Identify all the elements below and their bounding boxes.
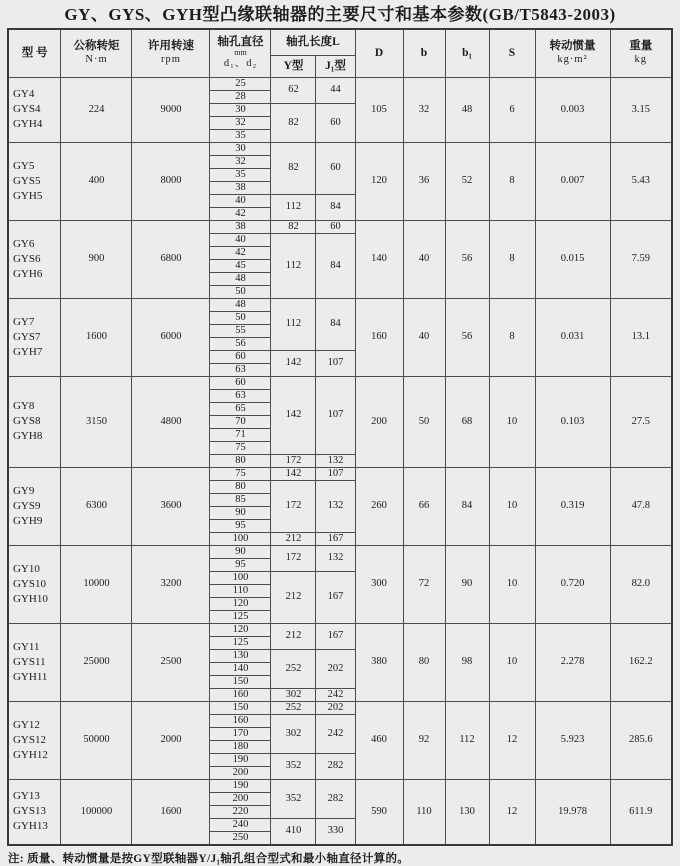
diameter-D-cell: 140 [355, 220, 403, 298]
col-header-torque: 公称转矩 N·m [61, 29, 132, 77]
weight-cell: 13.1 [610, 298, 672, 376]
bore-diameter-cell: 42 [210, 246, 271, 259]
torque-cell: 50000 [61, 701, 132, 779]
diameter-D-cell: 380 [355, 623, 403, 701]
diameter-D-cell: 260 [355, 467, 403, 545]
length-j1-cell: 84 [316, 194, 355, 220]
weight-cell: 5.43 [610, 142, 672, 220]
bore-diameter-cell: 35 [210, 168, 271, 181]
bore-diameter-cell: 60 [210, 376, 271, 389]
length-y-cell: 212 [271, 532, 316, 545]
model-label: GYS5 [12, 174, 41, 187]
table-header [8, 29, 672, 77]
bore-diameter-cell: 140 [210, 662, 271, 675]
model-cell [8, 545, 61, 623]
torque-cell: 1600 [61, 298, 132, 376]
model-label: GYS4 [12, 103, 41, 115]
bore-diameter-cell: 120 [210, 623, 271, 636]
bore-diameter-cell: 80 [210, 454, 271, 467]
bore-row [8, 376, 672, 389]
inertia-cell: 0.720 [535, 545, 610, 623]
b1-cell: 84 [445, 467, 489, 545]
col-header-b1: b₁ [445, 29, 489, 77]
model-label: GY8 [12, 400, 35, 412]
bore-diameter-cell: 160 [210, 714, 271, 727]
table-body [8, 77, 672, 845]
length-y-cell: 352 [271, 779, 316, 818]
b1-cell: 52 [445, 142, 489, 220]
bore-row [8, 467, 672, 480]
bore-diameter-cell: 38 [210, 220, 271, 233]
model-cell [8, 298, 61, 376]
weight-cell: 27.5 [610, 376, 672, 467]
b-cell: 40 [403, 298, 445, 376]
length-j1-cell: 60 [316, 220, 355, 233]
diameter-D-cell: 160 [355, 298, 403, 376]
s-cell: 6 [489, 77, 535, 142]
col-header-bore-diameter: 轴孔直径 mm d₁、d₂ [210, 29, 271, 77]
speed-cell: 8000 [132, 142, 210, 220]
diameter-D-cell: 460 [355, 701, 403, 779]
bore-diameter-cell: 90 [210, 506, 271, 519]
length-y-cell: 112 [271, 194, 316, 220]
bore-diameter-cell: 110 [210, 584, 271, 597]
model-label: GYS8 [12, 415, 41, 427]
length-j1-cell: 242 [316, 688, 355, 701]
s-cell: 8 [489, 142, 535, 220]
length-y-cell: 212 [271, 571, 316, 623]
length-j1-cell: 84 [316, 233, 355, 298]
length-y-cell: 112 [271, 298, 316, 350]
diameter-D-cell: 200 [355, 376, 403, 467]
b-cell: 72 [403, 545, 445, 623]
model-label: GY4 [12, 88, 35, 100]
length-y-cell: 82 [271, 142, 316, 194]
bore-diameter-cell: 170 [210, 727, 271, 740]
col-header-S: S [489, 29, 535, 77]
col-header-length-y: Y型 [271, 55, 316, 77]
weight-cell: 3.15 [610, 77, 672, 142]
bore-diameter-cell: 35 [210, 129, 271, 142]
s-cell: 8 [489, 298, 535, 376]
s-cell: 12 [489, 779, 535, 845]
bore-diameter-cell: 42 [210, 207, 271, 220]
s-cell: 10 [489, 545, 535, 623]
inertia-cell: 0.031 [535, 298, 610, 376]
bore-row [8, 77, 672, 90]
model-label: GYS11 [12, 655, 46, 668]
model-label: GY13 [12, 790, 40, 802]
bore-diameter-cell: 65 [210, 402, 271, 415]
length-j1-cell: 132 [316, 480, 355, 532]
footnote: 注: 质量、转动惯量是按GY型联轴器Y/J₁轴孔组合型式和最小轴直径计算的。 [8, 852, 410, 865]
bore-diameter-cell: 190 [210, 753, 271, 766]
length-y-cell: 142 [271, 350, 316, 376]
torque-cell: 100000 [61, 779, 132, 845]
length-j1-cell: 60 [316, 142, 355, 194]
length-y-cell: 172 [271, 480, 316, 532]
bore-diameter-cell: 125 [210, 636, 271, 649]
inertia-cell: 19.978 [535, 779, 610, 845]
bore-diameter-cell: 55 [210, 324, 271, 337]
model-label: GY7 [12, 315, 35, 328]
col-header-weight: 重量 kg [610, 29, 672, 77]
bore-diameter-cell: 32 [210, 155, 271, 168]
length-y-cell: 62 [271, 77, 316, 103]
bore-diameter-cell: 90 [210, 545, 271, 558]
bore-diameter-cell: 40 [210, 233, 271, 246]
model-label: GYH7 [12, 345, 43, 358]
col-header-length-j1: J₁型 [316, 55, 355, 77]
model-cell [8, 701, 61, 779]
col-header-speed: 许用转速 rpm [132, 29, 210, 77]
inertia-cell: 5.923 [535, 701, 610, 779]
bore-diameter-cell: 190 [210, 779, 271, 792]
model-label: GYH8 [12, 430, 43, 442]
b-cell: 50 [403, 376, 445, 467]
model-label: GYS13 [12, 805, 46, 817]
weight-cell: 285.6 [610, 701, 672, 779]
inertia-cell: 0.007 [535, 142, 610, 220]
model-cell [8, 623, 61, 701]
length-y-cell: 252 [271, 649, 316, 688]
speed-cell: 4800 [132, 376, 210, 467]
length-y-cell: 302 [271, 714, 316, 753]
length-j1-cell: 132 [316, 454, 355, 467]
length-j1-cell: 282 [316, 779, 355, 818]
speed-cell: 6000 [132, 298, 210, 376]
model-label: GYH11 [12, 670, 48, 683]
inertia-cell: 0.015 [535, 220, 610, 298]
bore-diameter-cell: 30 [210, 103, 271, 116]
inertia-cell: 0.103 [535, 376, 610, 467]
b1-cell: 98 [445, 623, 489, 701]
bore-diameter-cell: 180 [210, 740, 271, 753]
weight-cell: 162.2 [610, 623, 672, 701]
length-j1-cell: 84 [316, 298, 355, 350]
bore-diameter-cell: 45 [210, 259, 271, 272]
col-header-D: D [355, 29, 403, 77]
torque-cell: 6300 [61, 467, 132, 545]
bore-diameter-cell: 200 [210, 792, 271, 805]
coupling-parameters-table [7, 28, 673, 846]
length-y-cell: 352 [271, 753, 316, 779]
bore-row [8, 779, 672, 792]
bore-diameter-cell: 75 [210, 467, 271, 480]
model-cell [8, 376, 61, 467]
weight-cell: 7.59 [610, 220, 672, 298]
model-label: GYS6 [12, 252, 41, 265]
length-y-cell: 82 [271, 103, 316, 142]
bore-row [8, 623, 672, 636]
bore-diameter-cell: 85 [210, 493, 271, 506]
length-j1-cell: 107 [316, 350, 355, 376]
col-header-model: 型 号 [8, 29, 61, 77]
b1-cell: 90 [445, 545, 489, 623]
bore-diameter-cell: 150 [210, 701, 271, 714]
length-j1-cell: 242 [316, 714, 355, 753]
model-label: GY11 [12, 640, 40, 653]
weight-cell: 82.0 [610, 545, 672, 623]
length-j1-cell: 107 [316, 376, 355, 454]
b-cell: 66 [403, 467, 445, 545]
torque-cell: 25000 [61, 623, 132, 701]
diameter-D-cell: 590 [355, 779, 403, 845]
bore-diameter-cell: 48 [210, 272, 271, 285]
model-label: GYS9 [12, 499, 41, 512]
model-label: GYH13 [12, 820, 48, 832]
diameter-D-cell: 120 [355, 142, 403, 220]
speed-cell: 2000 [132, 701, 210, 779]
length-j1-cell: 44 [316, 77, 355, 103]
inertia-cell: 2.278 [535, 623, 610, 701]
bore-diameter-cell: 48 [210, 298, 271, 311]
speed-cell: 6800 [132, 220, 210, 298]
s-cell: 10 [489, 623, 535, 701]
b1-cell: 48 [445, 77, 489, 142]
speed-cell: 3200 [132, 545, 210, 623]
bore-diameter-cell: 220 [210, 805, 271, 818]
bore-row [8, 220, 672, 233]
b1-cell: 68 [445, 376, 489, 467]
bore-diameter-cell: 63 [210, 363, 271, 376]
bore-diameter-cell: 56 [210, 337, 271, 350]
model-cell [8, 779, 61, 845]
b1-cell: 112 [445, 701, 489, 779]
b-cell: 36 [403, 142, 445, 220]
model-label: GY6 [12, 237, 35, 250]
model-label: GYH10 [12, 592, 48, 605]
length-j1-cell: 107 [316, 467, 355, 480]
model-cell [8, 142, 61, 220]
bore-diameter-cell: 50 [210, 285, 271, 298]
bore-diameter-cell: 25 [210, 77, 271, 90]
length-y-cell: 410 [271, 818, 316, 845]
b-cell: 32 [403, 77, 445, 142]
b-cell: 40 [403, 220, 445, 298]
length-j1-cell: 132 [316, 545, 355, 571]
torque-cell: 900 [61, 220, 132, 298]
b1-cell: 130 [445, 779, 489, 845]
bore-diameter-cell: 240 [210, 818, 271, 831]
length-j1-cell: 202 [316, 701, 355, 714]
length-j1-cell: 60 [316, 103, 355, 142]
model-label: GY5 [12, 159, 35, 172]
length-j1-cell: 330 [316, 818, 355, 845]
length-y-cell: 302 [271, 688, 316, 701]
bore-diameter-cell: 38 [210, 181, 271, 194]
torque-cell: 3150 [61, 376, 132, 467]
length-j1-cell: 167 [316, 623, 355, 649]
b-cell: 110 [403, 779, 445, 845]
bore-diameter-cell: 40 [210, 194, 271, 207]
b-cell: 80 [403, 623, 445, 701]
model-label: GYS7 [12, 330, 41, 343]
length-j1-cell: 167 [316, 571, 355, 623]
model-label: GYH6 [12, 267, 43, 280]
torque-cell: 224 [61, 77, 132, 142]
bore-diameter-cell: 30 [210, 142, 271, 155]
bore-diameter-cell: 50 [210, 311, 271, 324]
s-cell: 12 [489, 701, 535, 779]
torque-cell: 400 [61, 142, 132, 220]
bore-row [8, 142, 672, 155]
length-y-cell: 112 [271, 233, 316, 298]
model-cell [8, 77, 61, 142]
model-label: GYS12 [12, 733, 46, 746]
length-y-cell: 142 [271, 467, 316, 480]
model-cell [8, 467, 61, 545]
inertia-cell: 0.003 [535, 77, 610, 142]
bore-diameter-cell: 80 [210, 480, 271, 493]
model-label: GY9 [12, 484, 35, 497]
speed-cell: 9000 [132, 77, 210, 142]
b1-cell: 56 [445, 298, 489, 376]
bore-diameter-cell: 75 [210, 441, 271, 454]
speed-cell: 1600 [132, 779, 210, 845]
bore-diameter-cell: 120 [210, 597, 271, 610]
model-label: GYH9 [12, 514, 43, 527]
bore-diameter-cell: 28 [210, 90, 271, 103]
model-label: GY12 [12, 718, 40, 731]
bore-row [8, 298, 672, 311]
bore-diameter-cell: 100 [210, 532, 271, 545]
bore-diameter-cell: 250 [210, 831, 271, 845]
model-label: GYH4 [12, 118, 43, 130]
bore-diameter-cell: 130 [210, 649, 271, 662]
length-y-cell: 142 [271, 376, 316, 454]
bore-diameter-cell: 95 [210, 558, 271, 571]
weight-cell: 611.9 [610, 779, 672, 845]
s-cell: 8 [489, 220, 535, 298]
bore-diameter-cell: 125 [210, 610, 271, 623]
length-j1-cell: 167 [316, 532, 355, 545]
model-label: GYH12 [12, 748, 48, 761]
bore-row [8, 545, 672, 558]
speed-cell: 2500 [132, 623, 210, 701]
bore-diameter-cell: 150 [210, 675, 271, 688]
s-cell: 10 [489, 376, 535, 467]
bore-diameter-cell: 95 [210, 519, 271, 532]
bore-diameter-cell: 32 [210, 116, 271, 129]
bore-diameter-cell: 71 [210, 428, 271, 441]
speed-cell: 3600 [132, 467, 210, 545]
inertia-cell: 0.319 [535, 467, 610, 545]
bore-diameter-cell: 63 [210, 389, 271, 402]
length-y-cell: 172 [271, 545, 316, 571]
length-y-cell: 82 [271, 220, 316, 233]
page-title: GY、GYS、GYH型凸缘联轴器的主要尺寸和基本参数(GB/T5843-2003) [64, 5, 616, 24]
bore-diameter-cell: 160 [210, 688, 271, 701]
length-y-cell: 172 [271, 454, 316, 467]
model-cell [8, 220, 61, 298]
bore-row [8, 701, 672, 714]
diameter-D-cell: 105 [355, 77, 403, 142]
torque-cell: 10000 [61, 545, 132, 623]
col-header-bore-length: 轴孔长度L [271, 29, 355, 55]
b-cell: 92 [403, 701, 445, 779]
b1-cell: 56 [445, 220, 489, 298]
length-y-cell: 252 [271, 701, 316, 714]
model-label: GYH5 [12, 189, 43, 202]
length-j1-cell: 282 [316, 753, 355, 779]
bore-diameter-cell: 200 [210, 766, 271, 779]
model-label: GYS10 [12, 577, 46, 590]
model-label: GY10 [12, 562, 40, 575]
weight-cell: 47.8 [610, 467, 672, 545]
length-y-cell: 212 [271, 623, 316, 649]
bore-diameter-cell: 60 [210, 350, 271, 363]
bore-diameter-cell: 70 [210, 415, 271, 428]
length-j1-cell: 202 [316, 649, 355, 688]
col-header-inertia: 转动惯量 kg·m² [535, 29, 610, 77]
s-cell: 10 [489, 467, 535, 545]
col-header-b: b [403, 29, 445, 77]
diameter-D-cell: 300 [355, 545, 403, 623]
bore-diameter-cell: 100 [210, 571, 271, 584]
